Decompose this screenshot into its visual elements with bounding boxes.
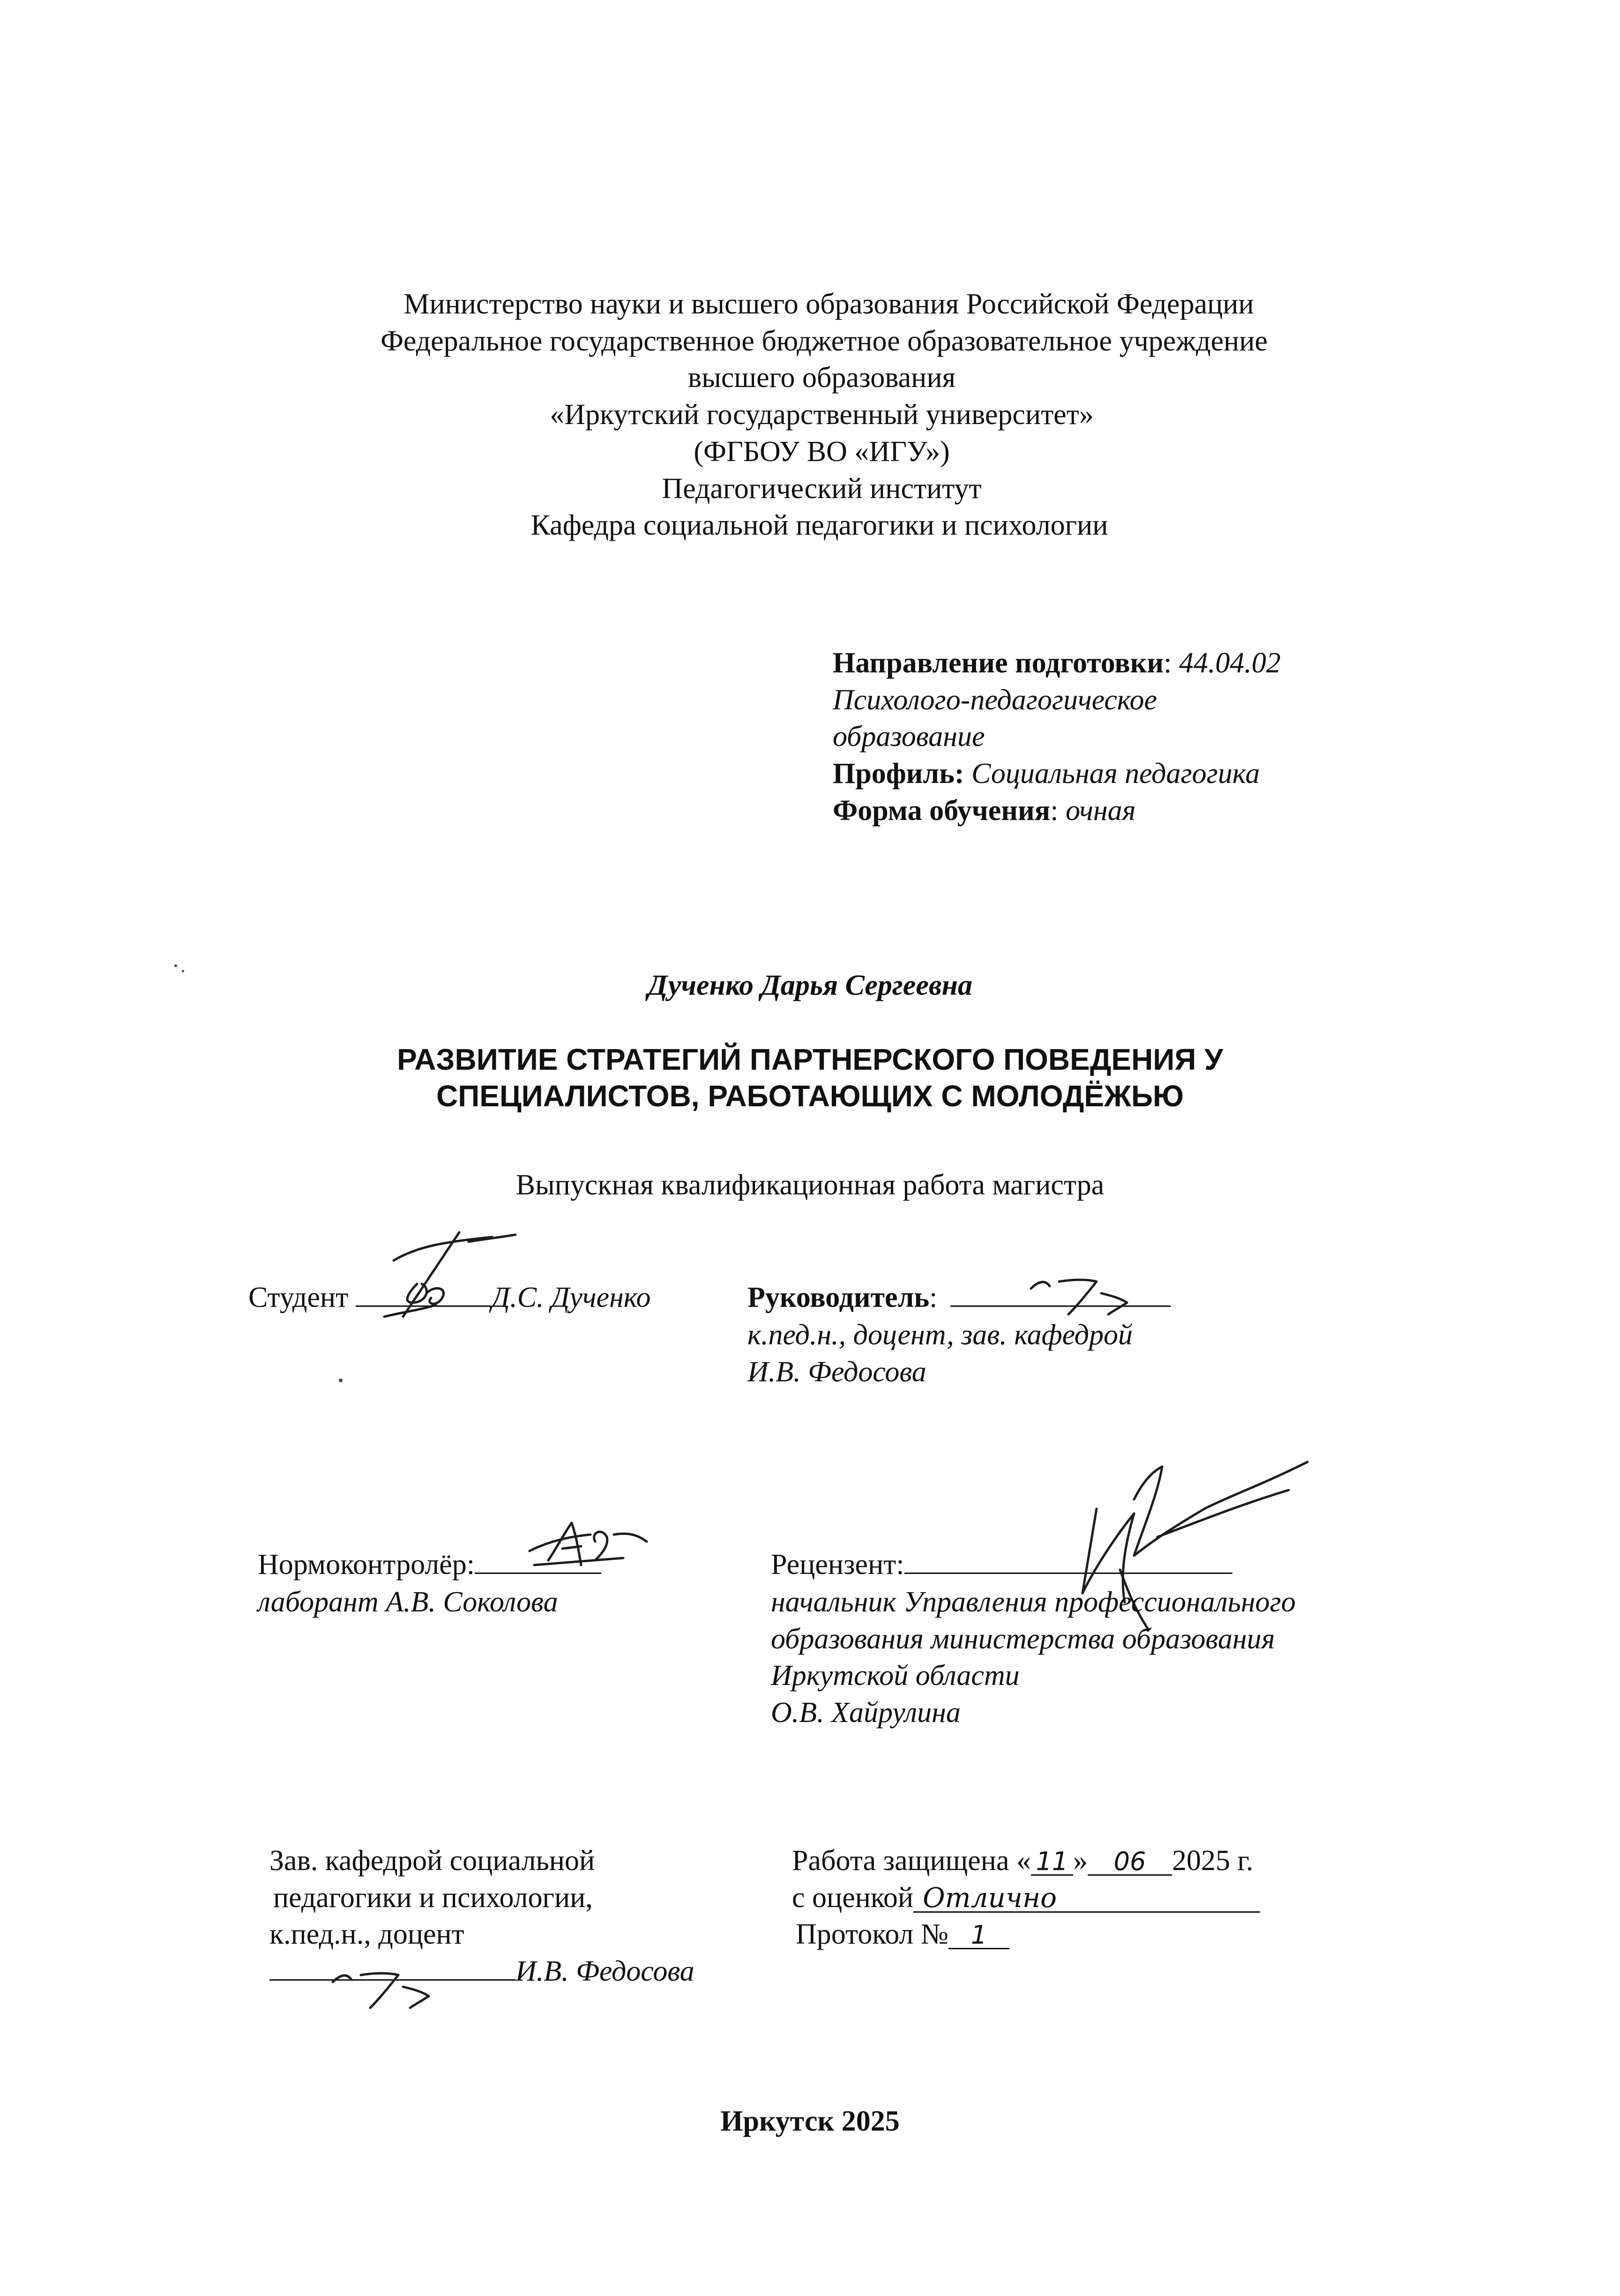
grade-handwritten: Отлично	[913, 1884, 1260, 1913]
title-line-2: СПЕЦИАЛИСТОВ, РАБОТАЮЩИХ С МОЛОДЁЖЬЮ	[436, 1079, 1184, 1113]
reviewer-position-1: начальник Управления профессионального	[771, 1586, 1296, 1618]
student-name: Д.С. Дученко	[491, 1282, 651, 1313]
program-info	[833, 645, 1442, 829]
ministry-line: Министерство науки и высшего образования Российской Федерации	[403, 288, 1254, 320]
direction-name-2: образование	[833, 721, 985, 753]
university-abbr: (ФГБОУ ВО «ИГУ»)	[694, 435, 950, 468]
defense-quote-close: »	[1073, 1845, 1088, 1877]
university-name: «Иркутский государственный университет»	[550, 399, 1094, 431]
scan-speck	[339, 1379, 343, 1382]
head-of-dept-line-1: Зав. кафедрой социальной	[269, 1845, 595, 1877]
reviewer-label: Рецензент:	[771, 1549, 904, 1580]
normcontroller-label: Нормоконтролёр:	[258, 1549, 475, 1580]
institute-name: Педагогический институт	[662, 472, 982, 505]
student-signature	[375, 1223, 525, 1326]
head-of-dept-signature	[319, 1959, 459, 2015]
reviewer-details	[771, 1584, 1296, 1731]
reviewer-position-2: образования министерства образования	[771, 1623, 1275, 1655]
defense-date-row	[792, 1842, 1260, 1879]
defense-year: 2025 г.	[1172, 1845, 1254, 1877]
reviewer-name: О.В. Хайрулина	[771, 1697, 961, 1729]
direction-name-1: Психолого-педагогическое	[833, 684, 1157, 716]
title-line-1: РАЗВИТИЕ СТРАТЕГИЙ ПАРТНЕРСКОГО ПОВЕДЕНИЯ У	[397, 1043, 1223, 1076]
education-level-line: высшего образования	[687, 362, 956, 394]
student-label: Студент	[248, 1282, 349, 1313]
direction-row: Направление подготовки: 44.04.02	[833, 647, 1281, 679]
city-year: Иркутск 2025	[720, 2105, 900, 2137]
grade-label: с оценкой	[792, 1881, 914, 1914]
protocol-number-handwritten: 1	[948, 1923, 1009, 1949]
protocol-label: Протокол №	[796, 1918, 948, 1951]
supervisor-name: И.В. Федосова	[747, 1356, 926, 1388]
profile-value: Социальная педагогика	[971, 758, 1260, 790]
supervisor-position: к.пед.н., доцент, зав. кафедрой	[747, 1319, 1133, 1351]
profile-label: Профиль:	[833, 758, 964, 790]
form-label: Форма обучения	[833, 794, 1051, 827]
reviewer-position-3: Иркутской области	[771, 1660, 1020, 1692]
profile-row	[833, 755, 1442, 792]
thesis-title	[0, 1041, 1620, 1114]
defense-day-handwritten: 11	[1031, 1849, 1073, 1876]
protocol-row	[796, 1916, 1260, 1953]
institution-type-line: Федеральное государственное бюджетное образовательное учреждение	[380, 325, 1268, 357]
defense-grade-row	[792, 1879, 1260, 1916]
work-type: Выпускная квалификационная работа магистра	[515, 1169, 1105, 1201]
head-of-dept-line-3: к.пед.н., доцент	[269, 1918, 464, 1951]
head-of-dept-line-2: педагогики и психологии,	[273, 1881, 593, 1914]
normcontroller-position-name: лаборант А.В. Соколова	[258, 1586, 558, 1618]
supervisor-block: Руководитель:	[747, 1279, 1171, 1316]
direction-code: 44.04.02	[1179, 647, 1281, 679]
institution-header	[0, 286, 1620, 544]
form-row: Форма обучения: очная	[833, 794, 1136, 827]
direction-label: Направление подготовки	[833, 647, 1164, 679]
form-value: очная	[1065, 794, 1136, 827]
supervisor-label: Руководитель	[747, 1282, 930, 1313]
department-name: Кафедра социальной педагогики и психологии	[530, 509, 1108, 542]
supervisor-signature	[1017, 1260, 1176, 1321]
author-name: Дученко Дарья Сергеевна	[648, 969, 972, 1001]
normcontroller-signature	[520, 1513, 661, 1584]
defense-month-handwritten: 06	[1088, 1849, 1172, 1876]
head-of-dept-name: И.В. Федосова	[515, 1955, 694, 1988]
defense-prefix: Работа защищена «	[792, 1845, 1031, 1877]
supervisor-details	[747, 1317, 1133, 1390]
defense-block	[792, 1842, 1260, 1953]
